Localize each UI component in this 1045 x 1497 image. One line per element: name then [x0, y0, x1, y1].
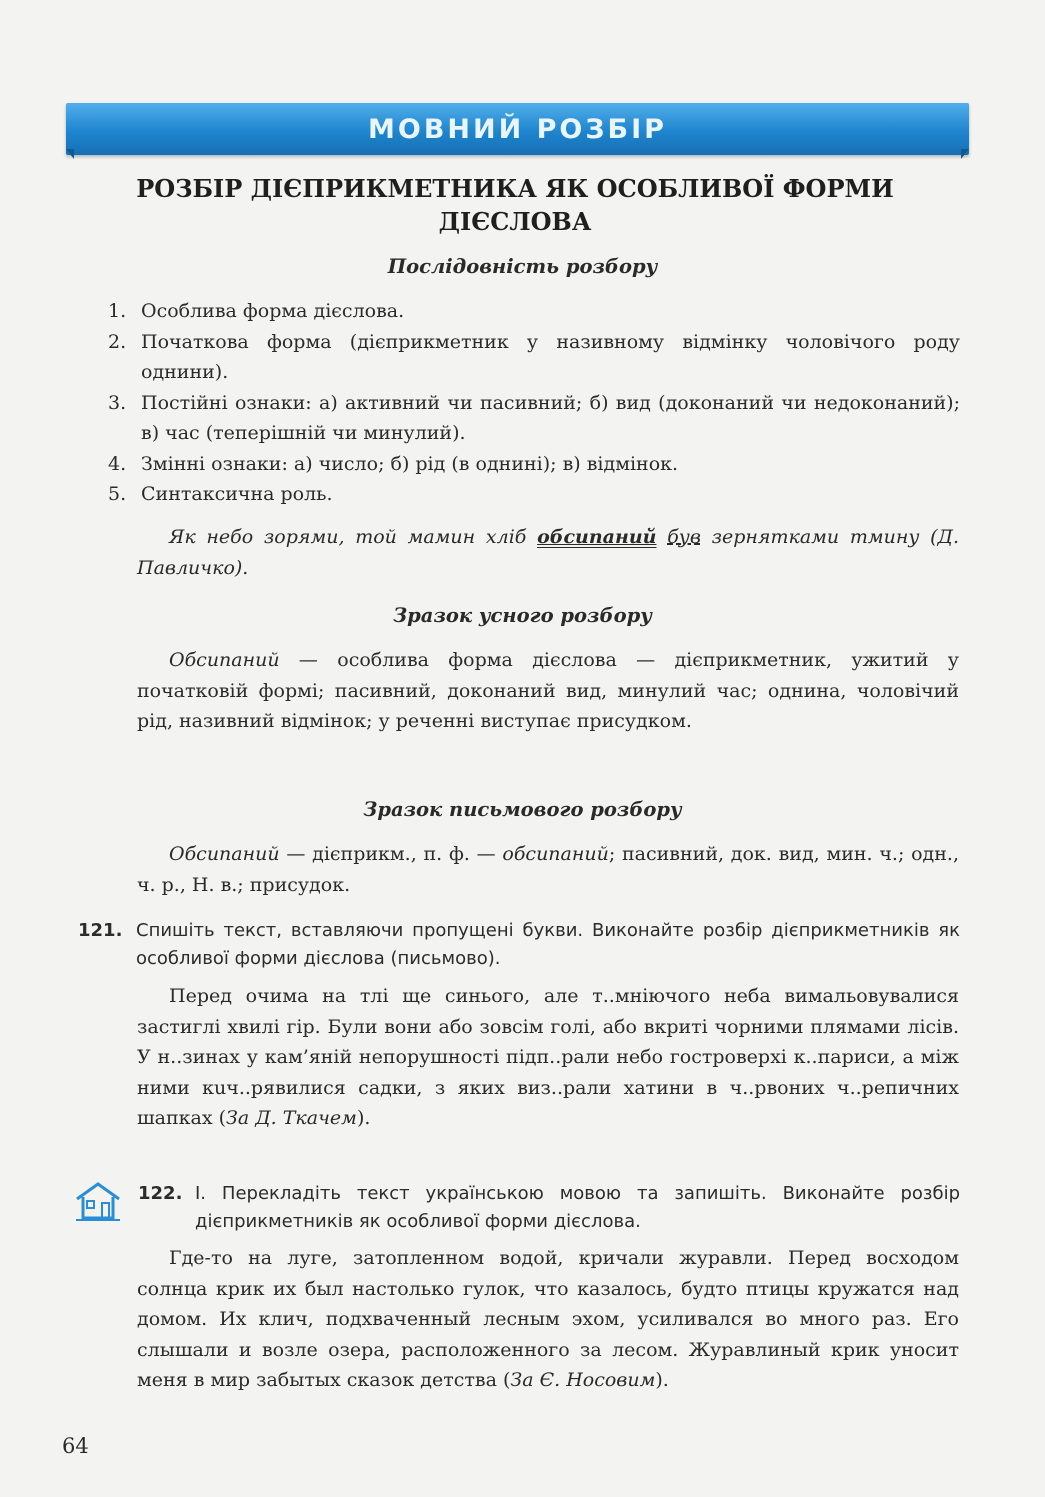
list-item-number: 2. — [108, 330, 127, 353]
sequence-list — [108, 296, 960, 510]
written-word: Обсипаний — [169, 843, 280, 865]
list-item-text: Змінні ознаки: а) число; б) рід (в однині); в) відмінок. — [141, 452, 679, 475]
written-text: ; пасивний, док. вид, мин. ч.; одн., ч. р., Н. в.; присудок. — [137, 843, 959, 896]
list-item-text: Початкова форма (дієприкметник у називному відмінку чоловічого роду однини). — [141, 330, 960, 383]
task-122-source: За Є. Носовим — [510, 1369, 656, 1391]
task-number: 122. — [138, 1183, 183, 1204]
written-analysis — [137, 839, 959, 900]
page-heading — [120, 172, 910, 238]
example-participle: обсипаний — [537, 526, 657, 548]
written-mid: — дієприкм., п. ф. — — [279, 843, 503, 865]
task-122-text — [137, 1243, 959, 1396]
task-122-body: Где-то на луге, затопленном водой, кричали журавли. Перед восходом солнца крик их был настолько гулок, что казалось, будто птицы кружатся над домом. Их клич, подхваченный лесным эхом, усиливался во много раз. Его слышали и возле озера, расположенного за лесом. Журавлиный крик уносит меня в мир забытых сказок детства ( — [137, 1247, 959, 1391]
task-121-body: Перед очима на тлі ще синього, але т..мніючого неба вимальовувалися застиглі хвилі гір. Були вони або зовсім голі, або вкриті чорними плямами лісів. У н..зинах у кам’яній непорушності підп..рали небо гостроверхі к..париси, а між ними кuч..рявилися садки, з яких виз..рали хатини в ч..рвоних ч..репичних шапках ( — [137, 985, 959, 1129]
example-sentence — [137, 522, 959, 583]
example-after: зернятками тмину (Д. Павличко). — [137, 526, 960, 579]
page-number: 64 — [62, 1434, 89, 1458]
task-instruction: Спишіть текст, вставляючи пропущені букви. Виконайте розбір дієприкметників як особливої форми дієслова (письмово). — [136, 920, 960, 969]
list-item-text: Особлива форма дієслова. — [141, 300, 405, 322]
written-word-2: обсипаний — [502, 843, 609, 865]
list-item — [108, 296, 960, 327]
task-122 — [78, 1180, 960, 1236]
list-item — [108, 479, 960, 510]
list-item-text: Постійні ознаки: а) активний чи пасивний; б) вид (доконаний чи недоконаний); в) час (теперішній чи минулий). — [141, 391, 960, 444]
list-item-number: 1. — [108, 300, 127, 322]
task-121-end: ). — [356, 1107, 371, 1129]
list-item — [108, 388, 960, 449]
oral-text: — особлива форма дієслова — дієприкметник, ужитий у початковій формі; пасивний, доконаний вид, минулий час; однина, чоловічий рід, називний відмінок; у реченні виступає присудком. — [137, 649, 959, 732]
heading-line-2: ДІЄСЛОВА — [438, 207, 592, 236]
heading-line-1: РОЗБІР ДІЄПРИКМЕТНИКА ЯК ОСОБЛИВОЇ ФОРМИ — [136, 174, 894, 203]
task-instruction: І. Перекладіть текст українською мовою та запишіть. Виконайте розбір дієприкметників як особливої форми дієслова. — [195, 1183, 960, 1232]
section-banner — [66, 103, 969, 155]
task-121-text — [137, 981, 959, 1134]
task-121-source: За Д. Ткачем — [226, 1107, 357, 1129]
list-item — [108, 327, 960, 388]
oral-title: Зразок усного розбору — [393, 604, 652, 627]
written-title: Зразок письмового розбору — [363, 798, 682, 821]
oral-word: Обсипаний — [169, 649, 280, 671]
list-item-number: 5. — [108, 483, 127, 505]
example-before: Як небо зорями, той мамин хліб — [169, 526, 538, 548]
task-number: 121. — [78, 920, 123, 941]
banner-title: МОВНИЙ РОЗБІР — [368, 113, 667, 145]
task-121 — [78, 917, 960, 973]
list-item-number: 3. — [108, 391, 127, 414]
oral-analysis — [137, 645, 959, 737]
list-item-text: Синтаксична роль. — [141, 483, 333, 505]
list-item — [108, 449, 960, 480]
list-item-number: 4. — [108, 452, 127, 475]
example-verb: був — [667, 526, 701, 548]
sequence-title: Послідовність розбору — [387, 255, 658, 278]
task-122-end: ). — [655, 1369, 669, 1391]
